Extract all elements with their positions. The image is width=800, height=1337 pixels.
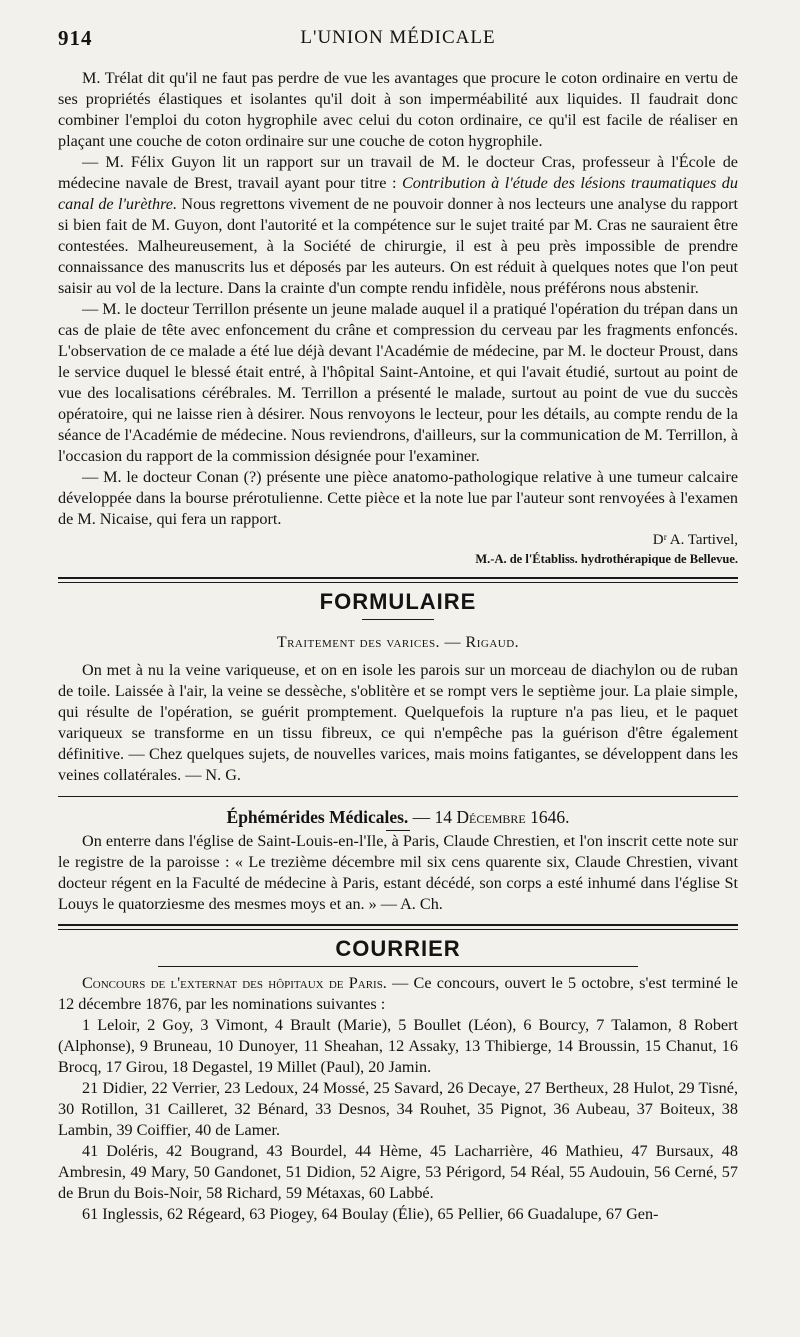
formulaire-heading: FORMULAIRE [319,589,477,614]
nomination-list: 1 Leloir, 2 Goy, 3 Vimont, 4 Brault (Marie), 5 Boullet (Léon), 6 Bourcy, 7 Talamon, 8 Robert (Alphonse), 9 Bruneau, 10 Dunoyer, 11 Sheahan, 12 Assaky, 13 Thibierge, 14 Broussin, 15 Chanut, 16 Brocq, 17 Girou, 18 Degastel, 19 Millet (Paul), 20 Jamin. [58,1016,738,1076]
ephemerides-heading [58,807,738,828]
page-header [58,22,738,56]
paragraph-conan: — M. le docteur Conan (?) présente une pièce anatomo-pathologique relative à une tumeur calcaire développée dans la bourse prérotulienne. Cette pièce et la note lue par l'auteur sont renvoyées à l'examen de M. Nicaise, qui fera un rapport. [58,468,738,528]
signature-name: Dʳ A. Tartivel, [652,532,738,548]
paragraph-trelat: M. Trélat dit qu'il ne faut pas perdre de vue les avantages que procure le coton ordinaire en vertu de ses propriétés élastiques et isolantes qu'il doit à son imperméabilité aux liquides. Il faudrait donc combiner l'emploi du coton hygrophile avec celui du coton ordinaire, ce qu'il est facile de réaliser en plaçant une couche de coton ordinaire sur une couche de coton hygrophile. [58,69,738,150]
ephemerides-date: — 14 Décembre 1646. [408,807,570,827]
work-title: Contribution à l'étude des lésions traumatiques du canal de l'urèthre. [58,174,738,213]
courrier-intro-text: — Ce concours, ouvert le 5 octobre, s'est terminé le 12 décembre 1876, par les nominations suivantes : [58,974,738,1013]
page-number: 914 [58,26,93,50]
paragraph-terrillon: — M. le docteur Terrillon présente un jeune malade auquel il a pratiqué l'opération du trépan dans un cas de plaie de tête avec enfoncement du crâne et compression du cerveau par les fragments enfoncés. L'observation de ce malade a été lue déjà devant l'Académie de médecine, par M. le docteur Proust, dans le service duquel le blessé était entré, à l'hôpital Saint-Antoine, et qui l'avait étudié, surtout au point de vue des localisations cérébrales. M. Terrillon a présenté le malade, surtout au point de vue du succès opératoire, qui ne laisse rien à désirer. Nous renvoyons le lecteur, pour les détails, au compte rendu de la séance de l'Académie de médecine. Nous reviendrons, d'ailleurs, sur la communication de M. Terrillon, à l'occasion du rapport de la commission désignée pour l'examiner. [58,300,739,465]
nomination-list: 21 Didier, 22 Verrier, 23 Ledoux, 24 Mossé, 25 Savard, 26 Decaye, 27 Bertheux, 28 Hulot, 29 Tisné, 30 Rotillon, 31 Cailleret, 32 Bénard, 33 Desnos, 34 Rouhet, 35 Pignot, 36 Aubeau, 37 Boiteux, 38 Lambin, 39 Coiffier, 40 de Lamer. [58,1079,738,1139]
courrier-lead: Concours de l'externat des hôpitaux de Paris. [82,974,387,992]
section-divider [58,577,738,583]
signature-affiliation: M.-A. de l'Établiss. hydrothérapique de Bellevue. [475,552,738,566]
paragraph-guyon-start: — M. Félix Guyon lit un rapport sur un travail de M. le docteur Cras, professeur à l'École de médecine navale de Brest, travail ayant pour titre : [58,153,738,192]
heading-underline [362,619,434,620]
journal-title: L'UNION MÉDICALE [300,27,496,48]
paragraph-guyon-end: Nous regrettons vivement de ne pouvoir donner à nos lecteurs une analyse du rapport si bien fait de M. Guyon, dont l'autorité et la compétence sur le sujet traité par M. Cras ne sauraient être contestées. Malheureusement, à la Société de chirurgie, il est à peu près impossible de prendre connaissance des manuscrits lus et déposés par les auteurs. On est réduit à quelques notes que l'on peut saisir au vol de la lecture. Dans la crainte d'un compte rendu infidèle, nous préférons nous abstenir. [58,195,738,297]
nomination-list: 41 Doléris, 42 Bougrand, 43 Bourdel, 44 Hème, 45 Lacharrière, 46 Mathieu, 47 Bursaux, 48 Ambresin, 49 Mary, 50 Gandonet, 51 Didion, 52 Aigre, 53 Périgord, 54 Réal, 55 Audouin, 56 Cerné, 57 de Brun du Bois-Noir, 58 Richard, 59 Métaxas, 60 Labbé. [58,1142,738,1202]
courrier-heading: COURRIER [335,936,461,961]
ephemerides-title: Éphémérides Médicales. [226,807,409,827]
nomination-list: 61 Inglessis, 62 Régeard, 63 Piogey, 64 Boulay (Élie), 65 Pellier, 66 Guadalupe, 67 Gen- [82,1205,659,1223]
courrier-intro [58,973,738,1015]
heading-underline [158,966,638,967]
page-body [58,68,738,1225]
formulaire-subtitle: Traitement des varices. — Rigaud. [276,634,520,651]
ephemerides-text: On enterre dans l'église de Saint-Louis-en-l'Ile, à Paris, Claude Chrestien, et l'on inscrit cette note sur le registre de la paroisse : « Le trezième décembre mil six cens quarente six, Claude Chrestien, vivant docteur régent en la Faculté de médecine à Paris, estant décédé, son corps a esté inhumé dans l'église St Louys le quatorziesme des mesmes moys et an. » — A. Ch. [58,832,738,913]
paragraph-guyon [58,152,738,299]
section-divider [58,796,738,797]
formulaire-text: On met à nu la veine variqueuse, et on en isole les parois sur un morceau de diachylon ou de ruban de toile. Laissée à l'air, la veine se dessèche, s'oblitère et se rompt vers le septième jour. La plaie simple, qui résulte de l'opération, se guérit promptement. Quelquefois la rupture n'a pas lieu, et le paquet variqueux se transforme en un tissu fibreux, ce qui n'empêche pas la guérison d'être également définitive. — Chez quelques sujets, de nouvelles varices, mais moins fatigantes, se développent dans les veines collatérales. — N. G. [58,661,738,784]
section-divider [58,924,738,930]
